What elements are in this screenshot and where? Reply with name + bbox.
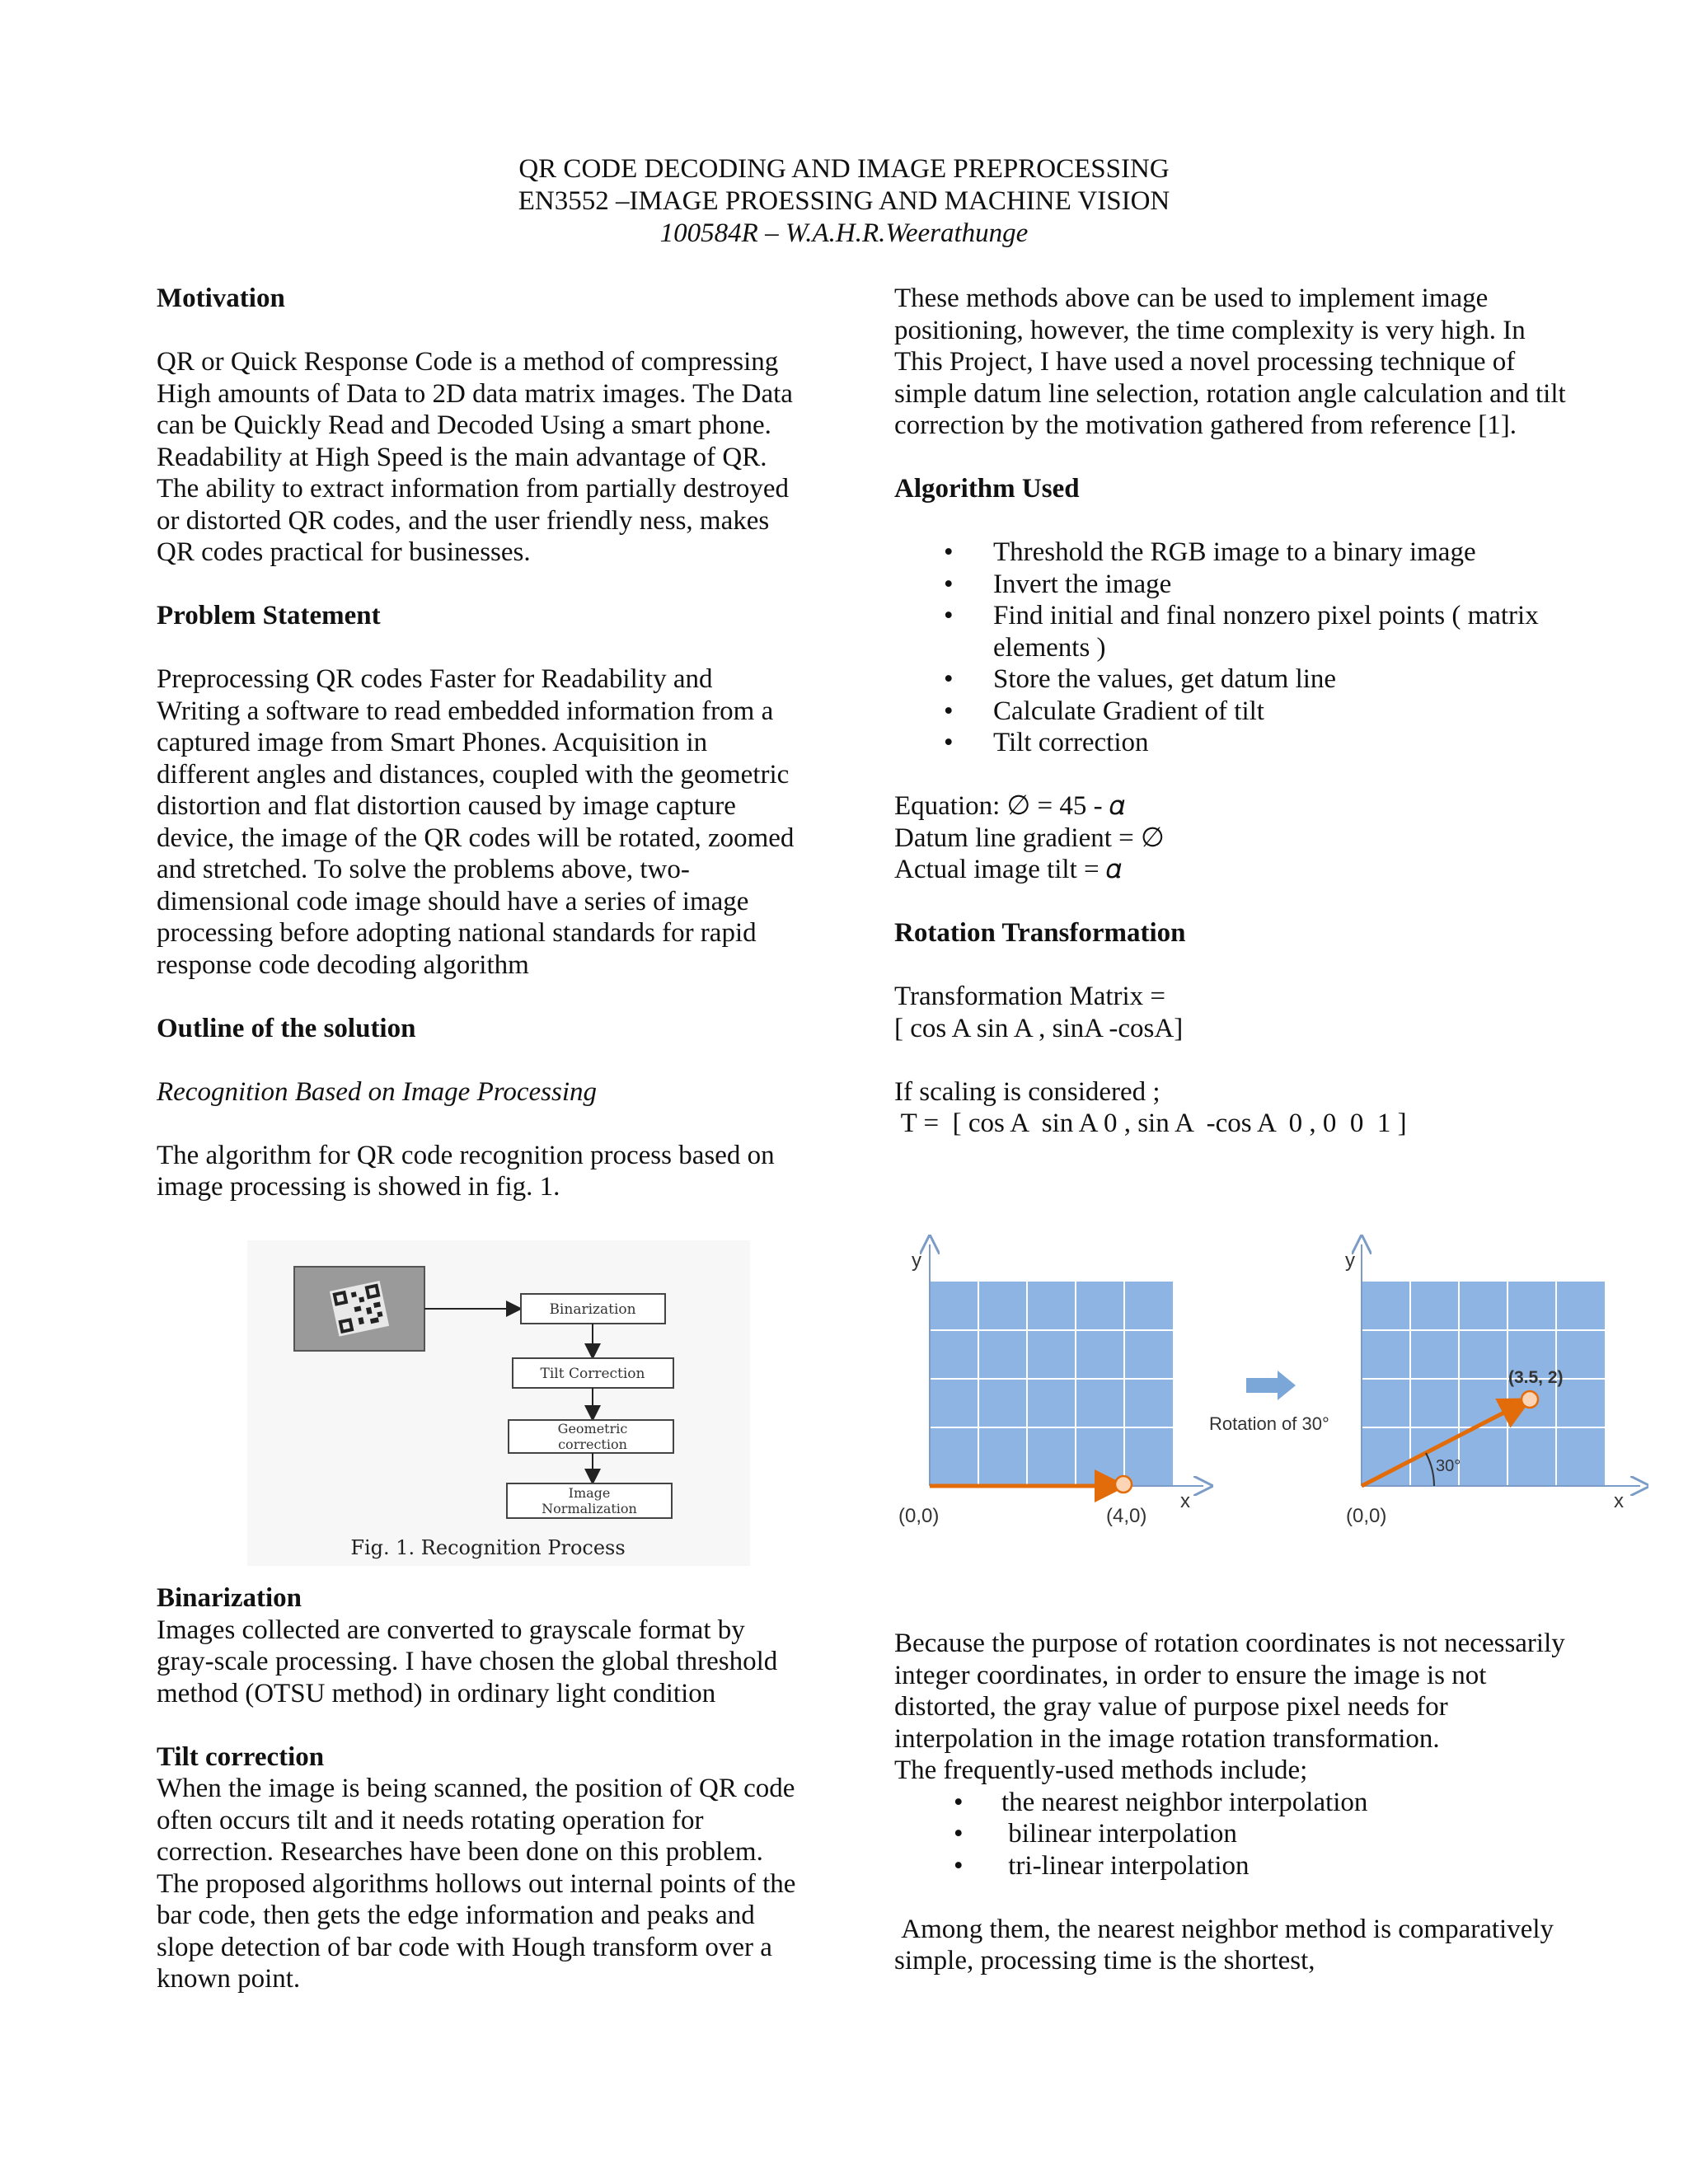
actual-tilt-line: Actual image tilt = 𝛼 [894,855,1122,884]
rotation-figure [890,1232,1648,1537]
left-column [157,283,799,1203]
binarization-heading: Binarization [157,1583,302,1613]
step-normalization: Normalization [542,1501,637,1516]
rotation-heading: Rotation Transformation [894,918,1186,948]
algorithm-step: • Threshold the RGB image to a binary image [894,537,1570,569]
transformation-matrix-label: Transformation Matrix = [894,982,1166,1011]
point-after [1522,1391,1538,1408]
y-axis-label-after: y [1345,1249,1355,1272]
problem-paragraph: Preprocessing QR codes Faster for Readability and Writing a software to read embedded information from a captured image from Smart Phones. Acquisition in different angles and distances, coupled with the geometric distortion and flat distortion caused by image capture device, the image of the QR codes will be rotated, zoomed and stretched. To solve the problems above, two-dimensional code image should have a series of image processing before adopting national standards for rapid response code decoding algorithm [157,664,795,980]
interpolation-method: • the nearest neighbor interpolation [894,1787,1570,1819]
left-column-lower [157,1582,799,1995]
author-line: 100584R – W.A.H.R.Weerathunge [659,218,1029,248]
algorithm-step: • Tilt correction [894,727,1570,759]
tilt-paragraph: When the image is being scanned, the position of QR code often occurs tilt and it needs rotating operation for correction. Researches have been done on this problem. The proposed algorithms hollows out internal points of the bar code, then gets the edge information and peaks and slope detection of bar code with Hough transform over a known point. [157,1774,796,1994]
motivation-paragraph-2: Readability at High Speed is the main advantage of QR. The ability to extract information from partially destroyed or distorted QR codes, and the user friendly ness, makes QR codes practical for businesses. [157,442,790,567]
closing-paragraph: Among them, the nearest neighbor method is comparatively simple, processing time is the shortest, [894,1914,1561,1975]
algorithm-heading: Algorithm Used [894,474,1080,504]
paper-header [0,153,1688,250]
interpolation-methods [894,1787,1570,1882]
right-column [894,283,1570,1140]
point-before-label: (4,0) [1106,1505,1147,1527]
algorithm-steps [894,537,1570,759]
tilt-heading: Tilt correction [157,1741,325,1772]
transformation-matrix: [ cos A sin A , sinA -cosA] [894,1013,1184,1043]
intro-paragraph: These methods above can be used to implement image positioning, however, the time complexity is very high. In This Project, I have used a novel processing technique of simple datum line selection, rotation angle calculation and tilt correction by the motivation gathered from reference [1]. [894,284,1566,440]
blue-arrow-body [1246,1378,1279,1393]
step-image: Image [568,1485,611,1501]
right-column-lower [894,1628,1570,1977]
interpolation-method: • tri-linear interpolation [894,1850,1570,1882]
outline-heading: Outline of the solution [157,1013,416,1043]
x-axis-label-after: x [1614,1490,1624,1512]
step-correction: correction [558,1436,627,1452]
recognition-process-figure [247,1240,750,1566]
interpolation-paragraph: Because the purpose of rotation coordinates is not necessarily integer coordinates, in order to ensure the image is not distorted, the gray value of purpose pixel needs for interpolation in the image rotation transformation. [894,1629,1565,1754]
scaling-label: If scaling is considered ; [894,1076,1160,1107]
motivation-heading: Motivation [157,284,285,313]
paper-title: QR CODE DECODING AND IMAGE PREPROCESSING [518,154,1170,184]
point-before [1115,1476,1132,1493]
y-axis-label: y [912,1249,921,1272]
datum-gradient-line: Datum line gradient = ∅ [894,823,1165,853]
origin-label: (0,0) [898,1505,940,1527]
algorithm-step: • Find initial and final nonzero pixel points ( matrix elements ) [894,600,1570,663]
motivation-paragraph-1: QR or Quick Response Code is a method of compressing High amounts of Data to 2D data matrix images. The Data can be Quickly Read and Decoded Using a smart phone. [157,347,793,440]
outline-paragraph: The algorithm for QR code recognition process based on image processing is showed in fig. 1. [157,1140,775,1202]
methods-intro: The frequently-used methods include; [894,1755,1308,1785]
algorithm-step: • Invert the image [894,569,1570,601]
qr-code-photo [294,1267,424,1351]
step-tilt-correction: Tilt Correction [540,1366,645,1382]
rotation-label: Rotation of 30° [1209,1413,1329,1434]
grid-before [930,1282,1173,1486]
step-binarization: Binarization [549,1301,636,1318]
equation-line: Equation: ∅ = 45 - 𝛼 [894,791,1125,821]
problem-heading: Problem Statement [157,601,381,630]
x-axis-label: x [1180,1490,1190,1512]
point-after-label: (3.5, 2) [1508,1368,1564,1387]
algorithm-step: • Store the values, get datum line [894,663,1570,696]
binarization-paragraph: Images collected are converted to grayscale format by gray-scale processing. I have chosen the global threshold method (OTSU method) in ordinary light condition [157,1615,778,1708]
step-geometric: Geometric [557,1421,628,1436]
origin-label-after: (0,0) [1346,1505,1387,1527]
blue-arrow-head [1278,1371,1296,1400]
figure1-caption: Fig. 1. Recognition Process [350,1536,626,1559]
course-title: EN3552 –IMAGE PROESSING AND MACHINE VISION [518,186,1170,216]
scaling-matrix: T = [ cos A sin A 0 , sin A -cos A 0 , 0 0 1 ] [894,1108,1407,1138]
outline-subheading: Recognition Based on Image Processing [157,1076,597,1107]
angle-label: 30° [1436,1457,1461,1475]
grid-after [1362,1282,1605,1486]
algorithm-step: • Calculate Gradient of tilt [894,696,1570,728]
interpolation-method: • bilinear interpolation [894,1818,1570,1850]
